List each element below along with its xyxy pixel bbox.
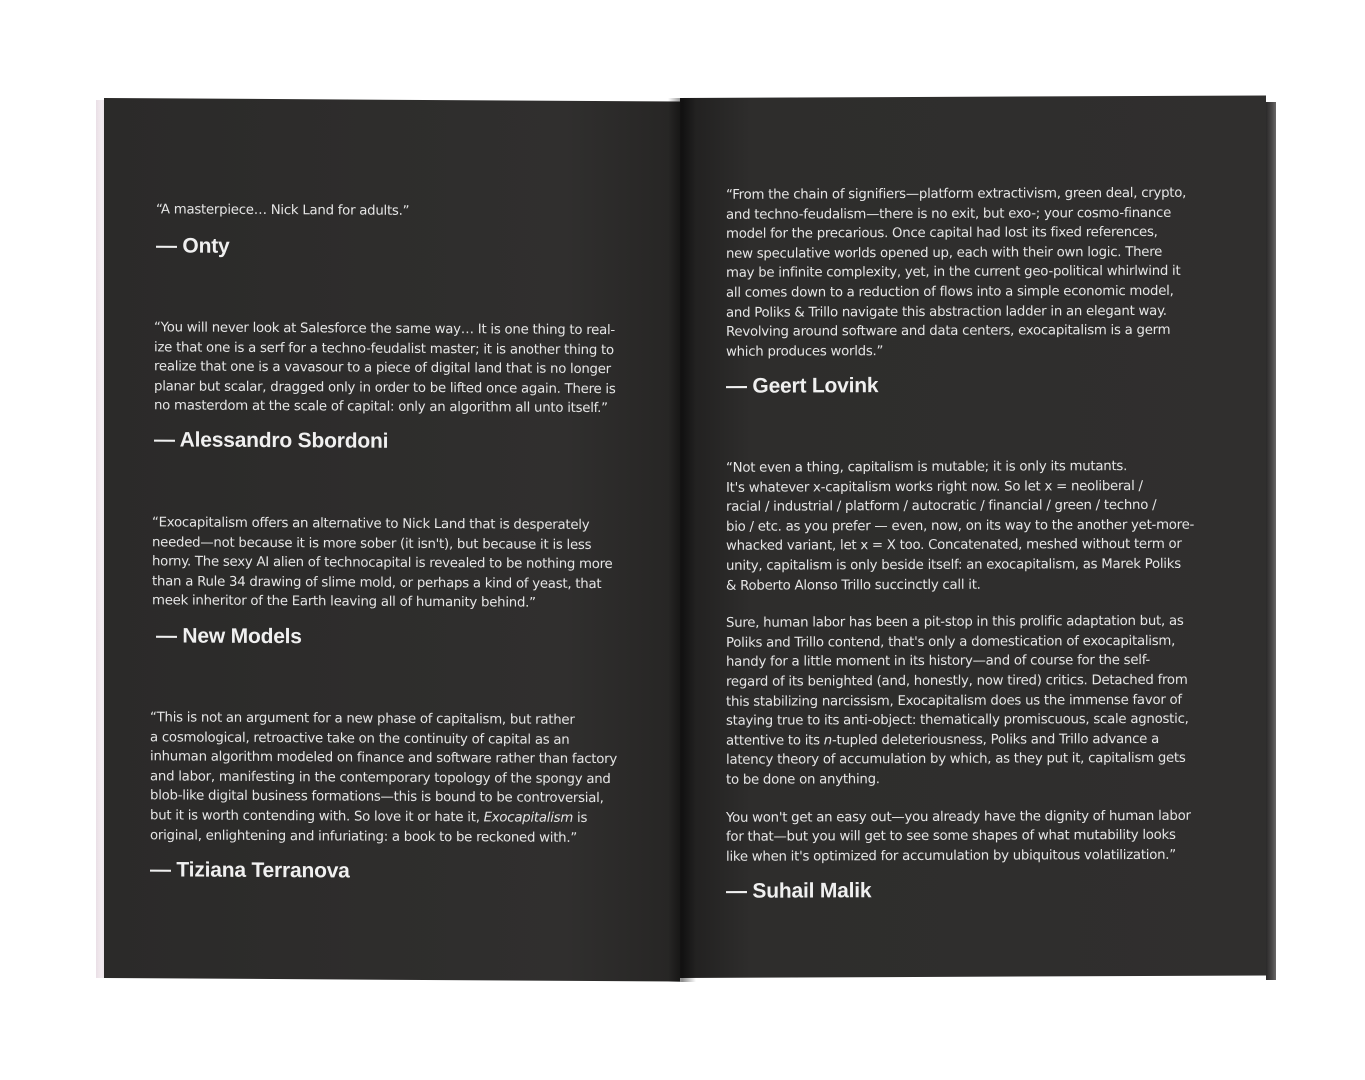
italic-emphasis: n — [823, 733, 832, 749]
blurb-quote: “From the chain of signifiers—platform extractivism, green deal, crypto, and techno-feudalism—there is no exit, but exo-; your cosmo-finance model for the precarious. Once capital had lost its fixed references, new speculative worlds opened up, each with their own logic. There may be infinite complexity, yet, in the current geo-political whirlwind it all comes down to a reduction of flows into a simple economic model, and Poliks & Trillo navigate this abstraction ladder in an elegant way. Revolving around software and data centers, exocapitalism is a germ which produces worlds.” — [726, 185, 1187, 360]
blurb-onty — [156, 200, 656, 262]
blurb-suhail-malik — [726, 457, 1241, 906]
blurb-alessandro-sbordoni — [154, 318, 659, 456]
book-gutter-shadow — [668, 98, 696, 982]
blurb-quote — [150, 708, 660, 848]
blurb-new-models — [152, 513, 657, 652]
book-right-edge — [1266, 102, 1276, 980]
book-title-emphasis: Exocapitalism — [483, 810, 574, 826]
blurb-paragraph-1: “Not even a thing, capitalism is mutable; it is only its mutants. It's whatever x-capitalism works right now. So let x = neoliberal / racial / industrial / platform / autocratic / financial / green / techno / bio / etc. as you prefer — even, now, on its way to the another yet-more- whacked variant, let x = X too. Concatenated, meshed without term or unity, capitalism is only beside itself: an exocapitalism, as Marek Poliks & Roberto Alonso Trillo succinctly call it. — [726, 459, 1195, 594]
blurb-paragraph-2 — [726, 612, 1241, 791]
quote-text: “This is not an argument for a new phase of capitalism, but rather a cosmological, retroactive take on the continuity of capital as an inhuman algorithm modeled on finance and software rather than factory and labor, manifesting in the contemporary topology of the spongy and blob-like digital business formations—this is bound to be controversial, but it is worth contending with. So love it or hate it, — [150, 710, 617, 826]
blurb-paragraph-3: You won't get an easy out—you already have the dignity of human labor for that—but you will get to see some shapes of what mutability looks like when it's optimized for accumulation by ubiquitous volatilization.” — [726, 808, 1191, 865]
blurb-author: — Tiziana Terranova — [150, 858, 350, 883]
blurb-tiziana-terranova — [150, 708, 660, 886]
blurb-quote: “Exocapitalism offers an alternative to Nick Land that is desperately needed—not because it is more sober (it isn't), but because it is less horny. The sexy AI alien of technocapital is revealed to be nothing more than a Rule 34 drawing of slime mold, or perhaps a kind of yeast, that meek inheritor of the Earth leaving all of humanity behind.” — [152, 515, 613, 612]
right-page — [680, 95, 1266, 978]
blurb-quote: “You will never look at Salesforce the same way… It is one thing to real- ize that one is a serf for a techno-feudalist master; it is another thing to realize that one is a vavasour to a piece of digital land that is no longer planar but scalar, dragged only in order to be lifted once again. There is no masterdom at the scale of capital: only an algorithm all unto itself.” — [154, 320, 616, 417]
open-book — [96, 98, 1276, 982]
blurb-author: — Geert Lovink — [726, 374, 879, 399]
blurb-quote: “A masterpiece… Nick Land for adults.” — [156, 202, 410, 219]
quote-text: -tupled deleteriousness, Poliks and Trillo advance a latency theory of accumulation by which, as they put it, capitalism gets to be done on anything. — [726, 731, 1186, 788]
left-page — [104, 98, 680, 982]
blurb-geert-lovink — [726, 184, 1236, 401]
quote-text: is original, enlightening and infuriating: a book to be reckoned with.” — [150, 810, 588, 846]
blurb-author: — Alessandro Sbordoni — [154, 428, 389, 453]
blurb-author: — New Models — [156, 624, 302, 649]
blurb-author: — Onty — [156, 233, 230, 258]
quote-text: Sure, human labor has been a pit-stop in this prolific adaptation but, as Poliks and Trillo contend, that's only a domestication of exocapitalism, handy for a little moment in its history—and of course for the self- regard of its benighted (and, honestly, now tired) critics. Detached from this stabilizing narcissism, Exocapitalism does us the immense favor of staying true to its anti-object: thematically promiscuous, scale agnostic, attentive to its — [726, 613, 1189, 749]
blurb-author: — Suhail Malik — [726, 879, 872, 904]
